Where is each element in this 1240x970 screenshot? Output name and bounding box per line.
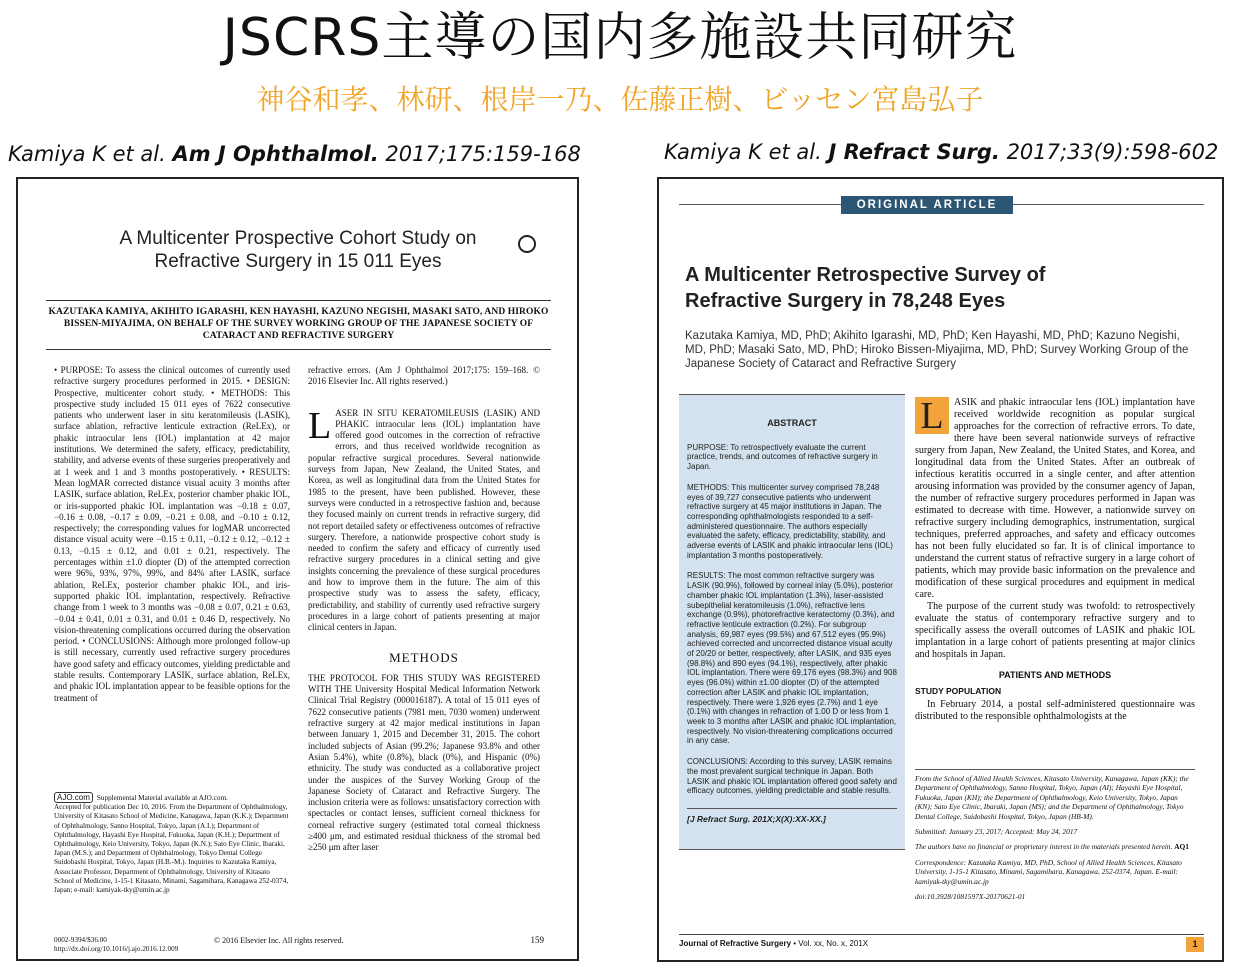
paper2-intro-text: ASIK and phakic intraocular lens (IOL) implantation have received worldwide recognition as popular surgical approaches for the correction of refractive errors. To date, there have been several nationwide surveys of refractive surgery from Japan, New Zealand, the United States, and Korea, and longitudinal data from the United States. After an outbreak of infectious keratitis occurred in a single center, and after attention arousing information was provided by the consumer agency of Japan, the number of refractive surgery procedures performed in Japan was estimated to decrease with time. However, a nationwide survey on refractive surgery including demographics, instrumentation, surgical techniques, preferred approaches, and safety and efficacy outcomes has not been fully elucidated so far. It is of clinical importance to understand the current status of refractive surgery in a large cohort of patients, which may provide basic information on the prevalence and modification of these surgical procedures and equipment in medical care. [915,397,1195,600]
paper1-supplemental: Supplemental Material available at AJO.com. [96,794,228,802]
right-citation [664,139,1218,165]
paper1-dropcap: L [308,404,332,447]
paper1-title-line1: A Multicenter Prospective Cohort Study on [119,228,477,249]
paper1-abstract-end: refractive errors. (Am J Ophthalmol 2017;175: 159–168. © 2016 Elsevier Inc. All rights reserved.) [308,365,540,387]
paper1-footnote [54,792,290,895]
left-citation [8,141,581,167]
paper2-dropcap: L [915,397,949,434]
paper2-authors: Kazutaka Kamiya, MD, PhD; Akihito Igarashi, MD, PhD; Ken Hayashi, MD, PhD; Kazuno Negishi, MD, PhD; Masaki Sato, MD, PhD; Hiroko Bissen-Miyajima, MD, PhD; Survey Working Group of the Japanese Society of Cataract and Refractive Surgery [685,330,1189,370]
paper2-title-line1: A Multicenter Retrospective Survey of [685,264,1046,286]
paper1-methods-heading: METHODS [389,649,459,665]
paper2-intro-purpose: The purpose of the current study was twofold: to retrospectively evaluate the status of contemporary refractive surgery and to specifically assess the overall outcomes of LASIK and phakic IOL implantation in a large cohort of patients presenting at major clinics and hospitals in Japan. [915,601,1195,660]
paper2-banner: ORIGINAL ARTICLE [841,196,1013,214]
paper2-conclusions: CONCLUSIONS: According to this survey, LASIK remains the most prevalent surgical technique in Japan. Both LASIK and phakic IOL implantation offered good safety and efficacy outcomes, yielding predictable and stable results. [687,757,897,796]
paper2-results: RESULTS: The most common refractive surgery was LASIK (90.9%), followed by corneal inlay (5.0%), posterior chamber phakic IOL implantation (1.3%), laser-assisted subepithelial keratomileusis (1.0%), refractive lens exchange (0.9%), photorefractive keratectomy (0.3%), and refractive lenticule extraction (0.2%). For subgroup analysis, 69,987 eyes (99.5%) and 67,512 eyes (95.9%) achieved corrected and uncorrected distance visual acuity of 20/20 or better, respectively, after LASIK, and 935 eyes (98.8%) and 890 eyes (94.1%), respectively, after phakic IOL implantation. There were 69,176 eyes (98.3%) and 908 eyes (96.0%) within ±1.00 diopter (D) of the attempted correction after LASIK and phakic IOL implantation, respectively. There were 1,926 eyes (2.7%) and 1 eye (0.1%) with changes in refraction of 1.00 D or less from 1 week to 3 months after LASIK and phakic IOL implantation, respectively. No vision-threatening complications occurred in any case. [687,571,897,746]
paper2-page-number: 1 [1186,937,1204,952]
left-citation-authors: Kamiya K et al. [8,142,173,166]
right-citation-journal: J Refract Surg. [828,140,1000,164]
paper1-issn: 0002-9394/$36.00 [54,936,107,944]
paper1-rule-top [46,300,551,301]
paper2-body [915,397,1195,723]
paper2-abstract-heading: ABSTRACT [767,418,817,428]
paper1-doi: http://dx.doi.org/10.1016/j.ajo.2016.12.009 [54,945,179,953]
paper2-title-line2: Refractive Surgery in 78,248 Eyes [685,290,1006,312]
paper2-interest: The authors have no financial or proprietary interest in the materials presented herein. [915,842,1173,852]
paper1-introduction [308,404,540,634]
left-citation-journal: Am J Ophthalmol. [172,142,379,166]
paper-jrs-page [657,177,1224,962]
paper2-footnotes [915,769,1195,907]
paper-ajo-page [16,177,579,961]
right-citation-volume: 2017;33(9):598-602 [999,140,1219,164]
paper1-affiliations: Accepted for publication Dec 10, 2016. From the Department of Ophthalmology, University of Kitasato School of Medicine, Kanagawa, Japan (K.K.); Department of Ophthalmology, Sanno Hospital, Tokyo, Japan (A.I.); Department of Ophthalmology, Hayashi Eye Hospital, Fukuoka, Japan (K.H.); Department of Ophthalmology, Keio University, Tokyo, Japan (K.N.); Sato Eye Clinic, Ibaraki, Japan (M.S.); and Department of Ophthalmology, Tokyo Dental College Suidobashi Hospital, Tokyo, Japan (H.B.-M.). Inquiries to Kazutaka Kamiya, Associate Professor, Department of Ophthalmology, University of Kitasato School of Medicine, 1-15-1 Kitasato, Minami, Sagamihara, Kanagawa 252-0374, Japan; e-mail: kamiyak-tky@umin.ac.jp [54,803,289,895]
paper2-intro [915,397,1195,601]
paper1-copyright: © 2016 Elsevier Inc. All rights reserved. [214,936,344,945]
slide-title: JSCRS主導の国内多施設共同研究 [222,8,1018,68]
right-citation-authors: Kamiya K et al. [664,140,829,164]
paper2-purpose: PURPOSE: To retrospectively evaluate the current practice, trends, and outcomes of refractive surgery in Japan. [687,442,878,472]
paper1-methods-text: THE PROTOCOL FOR THIS STUDY WAS REGISTERED WITH THE University Hospital Medical Information Network Clinical Trial Registry (000016187). A total of 15 011 eyes of 7622 consecutive patients (7981 men, 7030 women) underwent refractive surgery at 42 major medical institutions in Japan between January 1, 2015 and December 31, 2015. The cohort included subjects of Asian (99.2%; Japanese 93.8% and other Asian 5.4%), white (0.8%), black (0%), and Hispanic (0%) ethnicity. The study was conducted as a collaborative project under the auspices of the Survey Working Group of the Japanese Society of Cataract and Refractive Surgery. The inclusion criteria were as follows: unsatisfactory correction with spectacles or contact lenses, sufficient corneal thickness for corneal refractive surgery (estimated total corneal thickness ≥400 μm, and estimated residual thickness of the stromal bed ≥250 μm after laser [308,672,540,853]
paper2-patients-methods-heading: PATIENTS AND METHODS [998,670,1112,680]
paper2-title [685,262,1205,314]
paper2-affiliations: From the School of Allied Health Sciences, Kitasato University, Kanagawa, Japan (KK); the Department of Ophthalmology, Sanno Hospital, Tokyo, Japan (AI); Hayashi Eye Hospital, Fukuoka, Japan (KH); the Department of Ophthalmology, Keio University, Tokyo, Japan (KN); Sato Eye Clinic, Ibaraki, Japan (MS); and the Department of Ophthalmology, Tokyo Dental College, Suidobashi Hospital, Tokyo, Japan (HB-M). [915,774,1189,821]
paper2-dates: Submitted: January 23, 2017; Accepted: May 24, 2017 [915,827,1078,837]
paper1-bottom-line [54,936,544,954]
paper1-abstract: • PURPOSE: To assess the clinical outcomes of currently used refractive surgery procedures performed in 2015. • DESIGN: Prospective, multicenter cohort study. • METHODS: This prospective study included 15 011 eyes of 7622 consecutive patients who underwent laser in situ keratomileusis (LASIK), surface ablation, refractive lenticule extraction (ReLEx), or phakic intraocular lens (IOL) implantation at 42 major institutions. We determined the safety, efficacy, predictability, stability, and adverse events of these surgeries preoperatively and at 1 week and 1 and 3 months postoperatively. • RESULTS: Mean logMAR corrected distance visual acuity 3 months after LASIK, surface ablation, ReLEx, posterior chamber phakic IOL, or iris-supported phakic IOL implantation was −0.18 ± 0.07, −0.16 ± 0.08, −0.17 ± 0.09, −0.21 ± 0.08, and −0.10 ± 0.12, respectively; the corresponding values for logMAR uncorrected distance visual acuity were −0.15 ± 0.11, −0.12 ± 0.12, −0.12 ± 0.13, −0.15 ± 0.12, and 0.01 ± 0.21, respectively. The percentages within ±1.0 diopter (D) of the attempted correction were 96%, 93%, 97%, 99%, and 84% after LASIK, surface ablation, ReLEx, posterior chamber phakic IOL, and iris-supported phakic IOL implantation, respectively. Refractive change from 1 week to 3 months was −0.08 ± 0.07, 0.21 ± 0.63, −0.04 ± 0.41, 0.01 ± 0.31, and 0.01 ± 0.46 D, respectively. No vision-threatening complications occurred during the observation period. • CONCLUSIONS: Although more prolonged follow-up is still necessary, currently used refractive surgery procedures have good safety and efficacy outcomes, yielding predictable and stable results. Contemporary LASIK, surface ablation, ReLEx, and phakic IOL implantation appear to be feasible options for the treatment of [54,365,290,703]
paper1-rule-bottom [46,349,551,350]
paper1-page-number: 159 [530,935,544,945]
paper2-footer-journal: Journal of Refractive Surgery [679,939,792,948]
paper1-title [88,227,508,273]
paper2-study-population-text: In February 2014, a postal self-administered questionnaire was distributed to the responsible ophthalmologists at the [915,699,1195,722]
paper2-study-population-heading: STUDY POPULATION [915,686,1002,696]
paper2-abstract-box [679,394,905,850]
slide-authors: 神谷和孝、林研、根岸一乃、佐藤正樹、ビッセン宮島弘子 [256,83,984,116]
ajo-badge: AJO.com [54,792,93,803]
paper2-footer [679,934,1204,953]
paper2-correspondence: Correspondence: Kazutaka Kamiya, MD, PhD, School of Allied Health Sciences, Kitasato University, 1-15-1 Kitasato, Minami, Sagamihara, Kanagawa, 252-0374, Japan. E-mail: kamiyak-tky@umin.ac.jp [915,857,1182,886]
paper2-footer-volume: • Vol. xx, No. x, 201X [791,939,869,948]
open-access-icon [518,235,536,253]
paper2-doi: doi:10.3928/1081597X-20170621-01 [915,892,1026,902]
paper1-intro-text: ASER IN SITU KERATOMILEUSIS (LASIK) AND PHAKIC intraocular lens (IOL) implantation have offered good outcomes in the correction of refractive errors, and thus received worldwide recognition as popular refractive surgical procedures. Several nationwide surveys from Japan, New Zealand, the United States, and Korea, as well as longitudinal data from the United States for 1985 to the present, have been published. However, these surveys were conducted in a retrospective fashion and, because they focused mainly on current trends in refractive surgery, did not report detailed safety or effectiveness outcomes of refractive surgery. Therefore, a nationwide prospective cohort study is needed to confirm the safety and efficacy of currently used refractive surgery procedures in a clinical setting and give insights concerning the prevalence of these surgical procedures and how to improve them in the future. The aim of this prospective study was to assess the safety, efficacy, predictability, and stability of currently used refractive surgery procedures in a large cohort of patients presenting at major clinical centers in Japan. [308,407,540,633]
left-citation-volume: 2017;175:159-168 [378,142,581,166]
paper1-authors: KAZUTAKA KAMIYA, AKIHITO IGARASHI, KEN HAYASHI, KAZUNO NEGISHI, MASAKI SATO, AND HIROKO BISSEN-MIYAJIMA, ON BEHALF OF THE SURVEY WORKING GROUP OF THE JAPANESE SOCIETY OF CATARACT AND REFRACTIVE SURGERY [48,307,549,341]
paper1-column-2 [308,365,540,854]
paper2-aq-marker: AQ1 [1174,842,1189,852]
paper2-abstract-citation: [J Refract Surg. 201X;X(X):XX-XX.] [687,808,897,825]
paper1-title-line2: Refractive Surgery in 15 011 Eyes [154,251,442,272]
paper2-methods: METHODS: This multicenter survey comprised 78,248 eyes of 39,727 consecutive patients who underwent refractive surgery at 45 major institutions in Japan. The corresponding ophthalmologists responded to a self-administered questionnaire. The authors especially evaluated the safety, efficacy, predictability, stability, and adverse events of LASIK and phakic intraocular lens (IOL) implantation 3 months postoperatively. [687,482,893,560]
